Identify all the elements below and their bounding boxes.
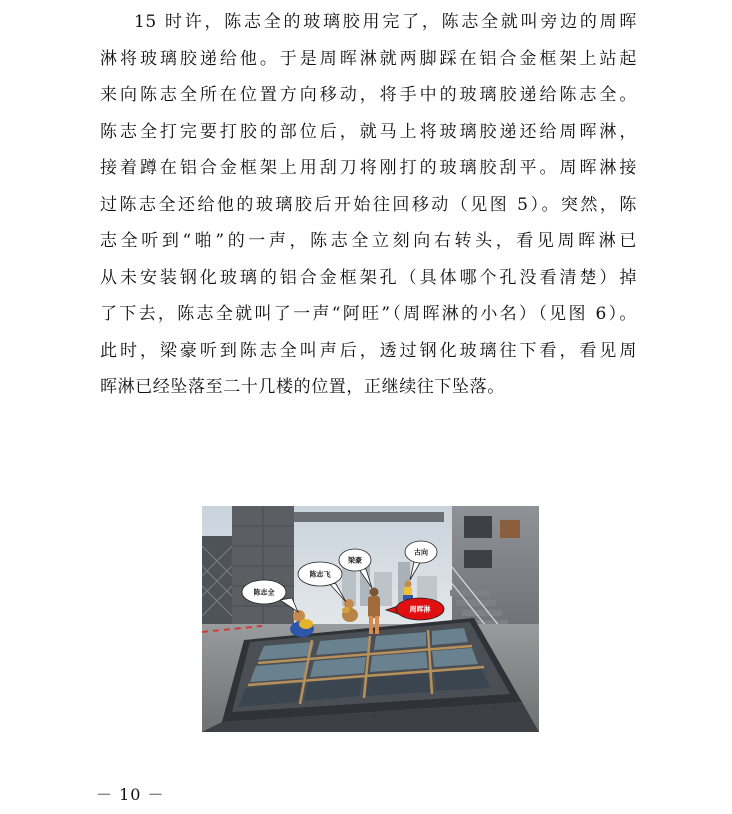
scene-photo bbox=[202, 506, 539, 732]
paragraph-line: 此时，梁豪听到陈志全叫声后，透过钢化玻璃往下看，看见周 bbox=[100, 340, 637, 361]
body-paragraph bbox=[100, 4, 637, 406]
paragraph-line: 陈志全打完要打胶的部位后，就马上将玻璃胶递还给周晖淋， bbox=[100, 121, 637, 142]
callout-label: 古向 bbox=[414, 548, 428, 557]
callout-label: 陈志全 bbox=[253, 588, 275, 597]
paragraph-line: 淋将玻璃胶递给他。于是周晖淋就两脚踩在铝合金框架上站起 bbox=[100, 48, 637, 69]
paragraph-line: 志全听到“啪”的一声，陈志全立刻向右转头，看见周晖淋已 bbox=[100, 231, 637, 251]
paragraph-line: 来向陈志全所在位置方向移动，将手中的玻璃胶递给陈志全。 bbox=[100, 85, 637, 105]
page-number: － 10 － bbox=[96, 785, 165, 804]
callout-label: 周晖淋 bbox=[409, 605, 431, 614]
paragraph-line: 15 时许，陈志全的玻璃胶用完了，陈志全就叫旁边的周晖 bbox=[134, 12, 637, 32]
paragraph-line: 过陈志全还给他的玻璃胶后开始往回移动（见图 5）。突然，陈 bbox=[100, 194, 637, 215]
scene-illustration bbox=[202, 506, 539, 732]
paragraph-line: 接着蹲在铝合金框架上用刮刀将刚打的玻璃胶刮平。周晖淋接 bbox=[100, 158, 637, 178]
paragraph-line: 晖淋已经坠落至二十几楼的位置，正继续往下坠落。 bbox=[100, 377, 505, 397]
paragraph-line: 从未安装钢化玻璃的铝合金框架孔（具体哪个孔没看清楚）掉 bbox=[100, 267, 637, 288]
paragraph-line: 了下去，陈志全就叫了一声“阿旺”（周晖淋的小名）（见图 6）。 bbox=[100, 304, 637, 324]
callout-label: 陈志飞 bbox=[309, 570, 331, 579]
callout-label: 梁豪 bbox=[348, 556, 362, 565]
